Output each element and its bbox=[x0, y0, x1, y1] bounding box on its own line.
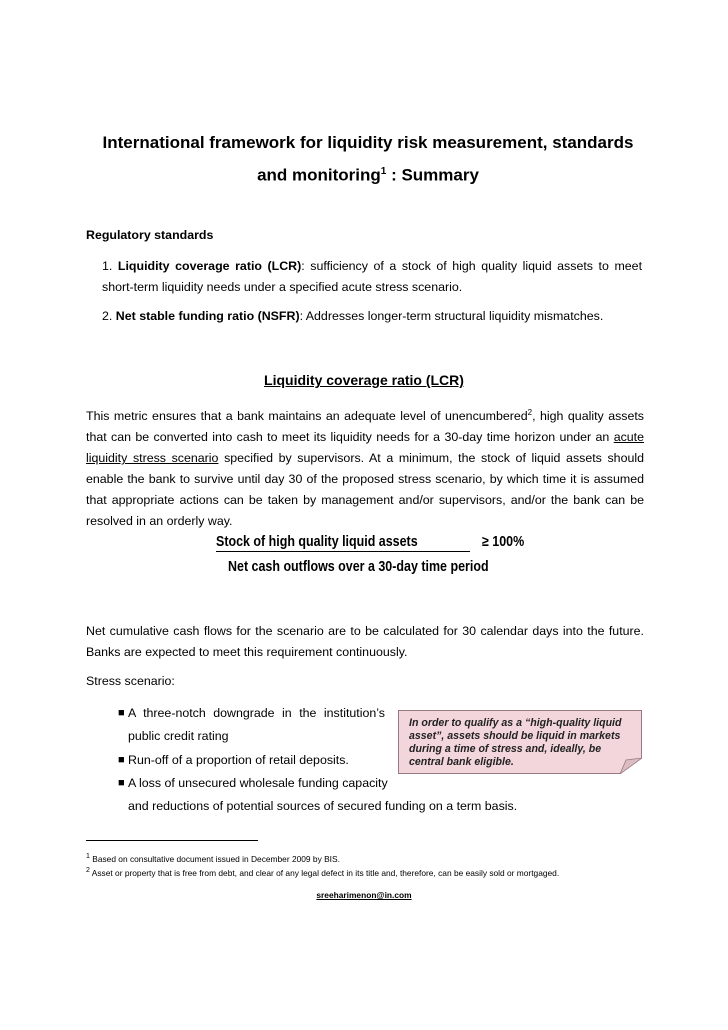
folded-corner-icon bbox=[620, 758, 642, 774]
lcr-paragraph bbox=[86, 402, 644, 532]
footnote-2-number: 2 bbox=[86, 867, 90, 874]
title-line-1: International framework for liquidity risk measurement, standards bbox=[102, 133, 634, 152]
footnote-ref-2: 2 bbox=[527, 408, 533, 417]
item-term: Net stable funding ratio (NSFR) bbox=[115, 309, 300, 323]
formula-fraction-bar bbox=[216, 551, 470, 552]
nsfr-list-item bbox=[102, 306, 642, 327]
author-email-link[interactable]: sreeharimenon@in.com bbox=[316, 890, 412, 900]
title-line-2 bbox=[88, 157, 648, 190]
item-number: 1. bbox=[102, 259, 118, 273]
item-number: 2. bbox=[102, 309, 116, 323]
stress-scenario-heading: Stress scenario: bbox=[86, 674, 175, 688]
lcr-heading: Liquidity coverage ratio (LCR) bbox=[264, 372, 464, 388]
footnote-2 bbox=[86, 865, 559, 879]
stress-bullet-3-line-2: and reductions of potential sources of secured funding on a term basis. bbox=[128, 799, 518, 813]
bullet-icon: ■ bbox=[118, 754, 125, 766]
stress-bullet-1-line-2: public credit rating bbox=[128, 729, 229, 743]
bullet-icon: ■ bbox=[118, 707, 125, 719]
regulatory-standards-heading: Regulatory standards bbox=[86, 228, 214, 242]
item-description: : Addresses longer-term structural liquidity mismatches. bbox=[299, 309, 604, 323]
lcr-text-a: This metric ensures that a bank maintains an adequate level of unencumbered bbox=[86, 409, 528, 424]
title-line-2-suffix: : Summary bbox=[386, 165, 479, 185]
stress-bullet-2: Run-off of a proportion of retail deposits. bbox=[128, 753, 349, 767]
formula-condition: ≥ 100% bbox=[482, 534, 525, 550]
lcr-list-item bbox=[102, 256, 642, 298]
footnote-1-number: 1 bbox=[86, 853, 90, 860]
hqla-note-text: In order to qualify as a “high-quality liquid asset”, assets should be liquid in markets during a time of stress and, ideally, be central bank eligible. bbox=[409, 717, 622, 768]
footnote-ref-1: 1 bbox=[380, 166, 387, 177]
lcr-text-b: , high quality assets that can be converted into cash to meet its liquidity needs for a 30-day time horizon under an bbox=[86, 409, 644, 445]
footnote-1-text: Based on consultative document issued in December 2009 by BIS. bbox=[89, 853, 340, 864]
lcr-text-c: specified by supervisors. At a minimum, the stock of liquid assets should enable the bank to survive until day 30 of the proposed stress scenario, by which time it is assumed that appropriate actions can be taken by management and/or supervisors, and/or the bank can be resolved in an orderly way. bbox=[86, 451, 645, 529]
footnote-1 bbox=[86, 851, 340, 865]
page-title bbox=[88, 128, 648, 190]
stress-bullet-1-line-1: A three-notch downgrade in the institution’s bbox=[128, 706, 385, 720]
footnote-2-text: Asset or property that is free from debt, and clear of any legal defect in its title and, therefore, can be easily sold or mortgaged. bbox=[89, 867, 560, 878]
hqla-note-callout bbox=[398, 710, 642, 774]
formula-numerator: Stock of high quality liquid assets bbox=[216, 534, 418, 550]
footnote-separator bbox=[86, 840, 258, 841]
item-term: Liquidity coverage ratio (LCR) bbox=[117, 259, 302, 273]
acute-stress-scenario-link[interactable]: acute liquidity stress scenario bbox=[86, 430, 644, 466]
cash-flow-paragraph: Net cumulative cash flows for the scenario are to be calculated for 30 calendar days into the future. Banks are expected to meet this requirement continuously. bbox=[86, 624, 644, 659]
stress-bullet-3-line-1: A loss of unsecured wholesale funding capacity bbox=[128, 776, 388, 790]
formula-denominator: Net cash outflows over a 30-day time period bbox=[228, 559, 489, 575]
bullet-icon: ■ bbox=[118, 777, 125, 789]
item-description: : sufficiency of a stock of high quality liquid assets to meet short-term liquidity needs under a specified acute stress scenario. bbox=[102, 259, 643, 294]
title-line-2-text: and monitoring bbox=[257, 165, 381, 185]
